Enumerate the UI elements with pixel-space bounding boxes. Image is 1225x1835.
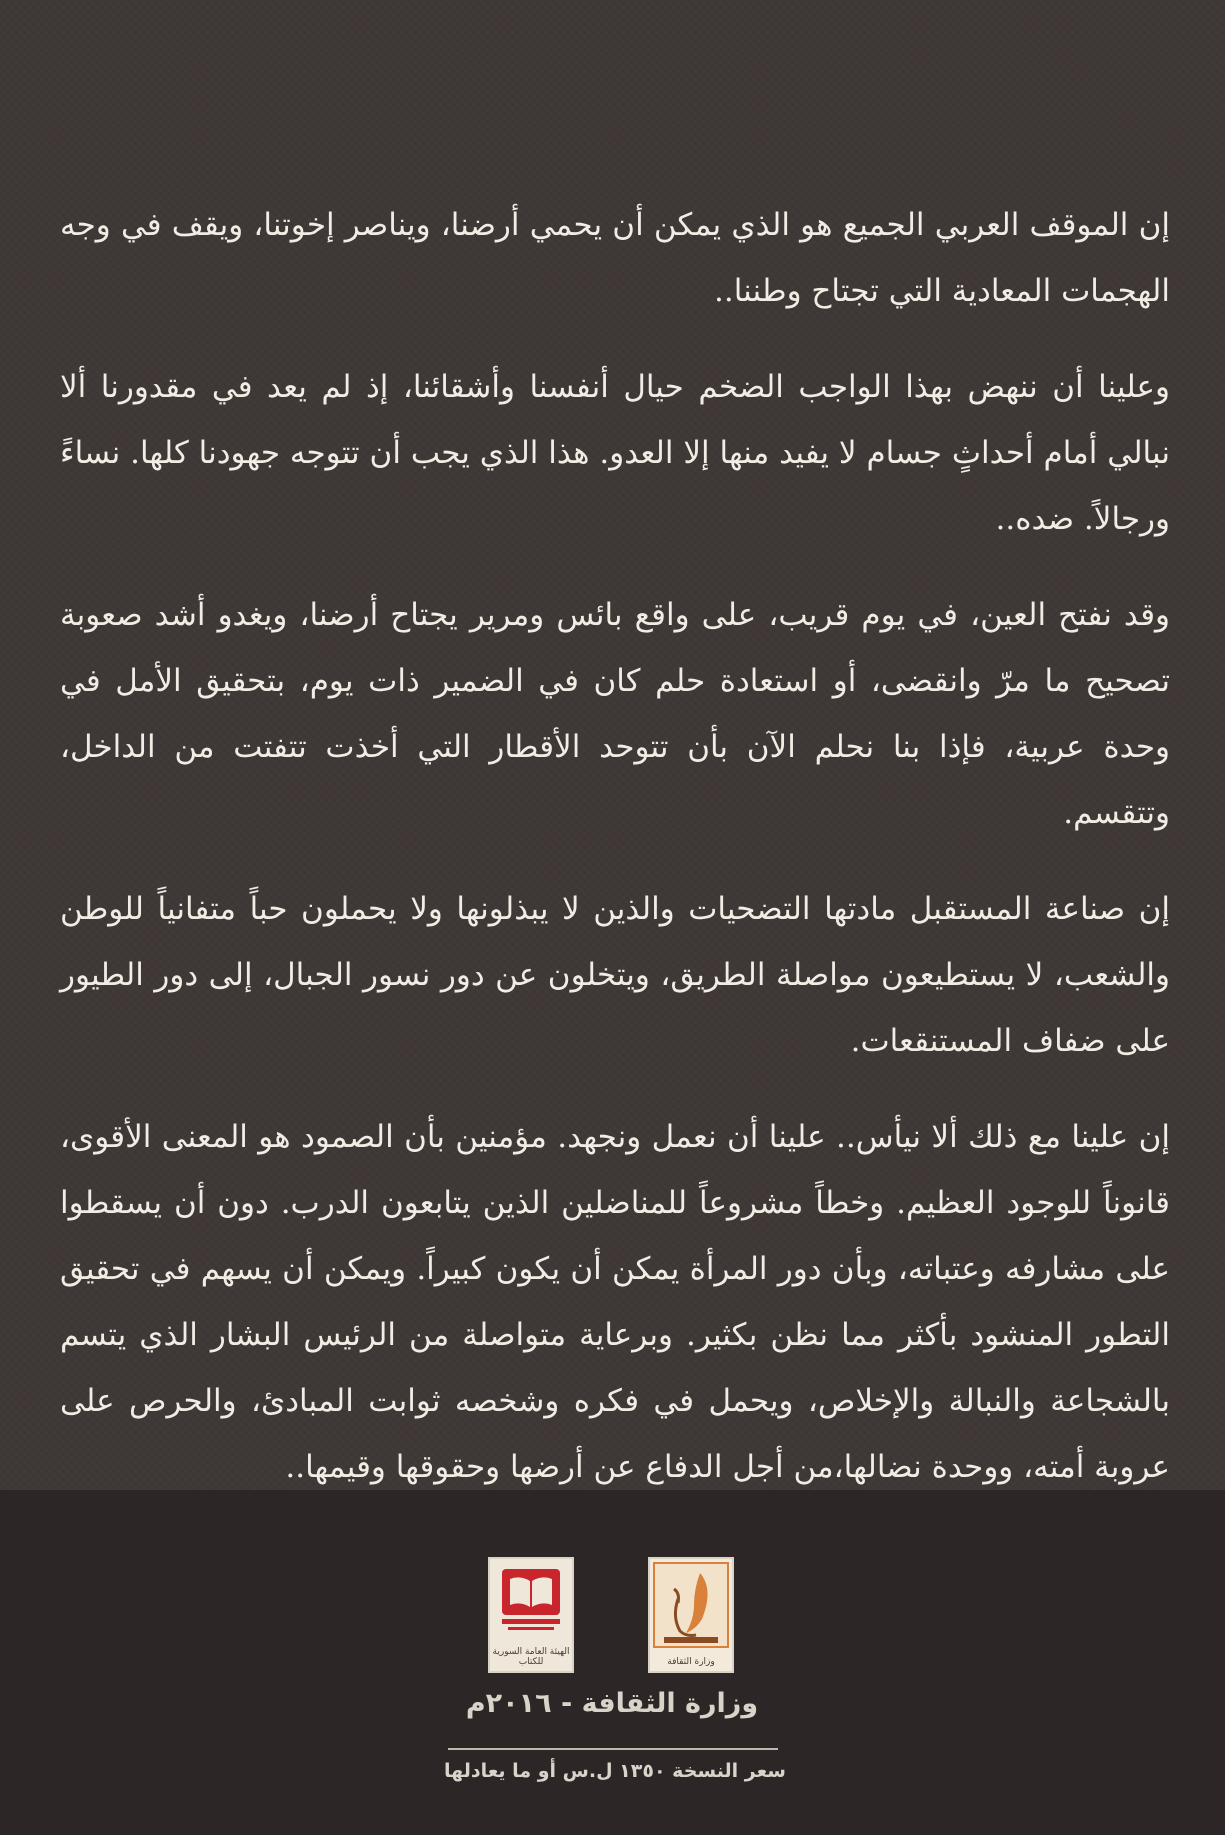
right-logo-caption: وزارة الثقافة — [667, 1657, 715, 1667]
price-label: سعر النسخة ١٣٥٠ ل.س أو ما يعادلها — [444, 1760, 786, 1782]
paragraph-5: إن علينا مع ذلك ألا نيأس.. علينا أن نعمل ونجهد. مؤمنين بأن الصمود هو المعنى الأقوى، قانوناً للوجود العظيم. وخطاً مشروعاً للمناضلين الذين يتابعون الدرب. دون أن يسقطوا على مشارفه وعتباته، وبأن دور المرأة يمكن أن يكون كبيراً. ويمكن أن يسهم في تحقيق التطور المنشود بأكثر مما نظن بكثير. وبرعاية متواصلة من الرئيس البشار الذي يتسم بالشجاعة والنبالة والإخلاص، ويحمل في فكره وشخصه ثوابت المبادئ، والحرص على عروبة أمته، ووحدة نضالها،من أجل الدفاع عن أرضها وحقوقها وقيمها.. — [60, 1119, 1170, 1485]
quill-icon — [650, 1559, 732, 1651]
ministry-year: وزارة الثقافة - ٢٠١٦م — [465, 1688, 759, 1719]
publisher-logos — [0, 1557, 1225, 1677]
paragraph-4: إن صناعة المستقبل مادتها التضحيات والذين لا يبذلونها ولا يحملون حباً متفانياً للوطن والشعب، لا يستطيعون مواصلة الطريق، ويتخلون عن دور نسور الجبال، إلى دور الطيور على ضفاف المستنقعات. — [60, 891, 1170, 1059]
open-book-icon — [490, 1559, 572, 1639]
ministry-of-culture-logo — [648, 1557, 734, 1673]
left-logo-caption: الهيئة العامة السورية للكتاب — [492, 1647, 570, 1667]
paragraph-1: إن الموقف العربي الجميع هو الذي يمكن أن يحمي أرضنا، ويناصر إخوتنا، ويقف في وجه الهجمات المعادية التي تجتاح وطننا.. — [60, 207, 1170, 309]
paragraph-3: وقد نفتح العين، في يوم قريب، على واقع بائس ومرير يجتاح أرضنا، ويغدو أشد صعوبة تصحيح ما مرّ وانقضى، أو استعادة حلم كان في الضمير ذات يوم، بتحقيق الأمل في وحدة عربية، فإذا بنا نحلم الآن بأن تتوحد الأقطار التي أخذت تتفتت من الداخل، وتتقسم. — [60, 597, 1170, 831]
syrian-book-authority-logo — [488, 1557, 574, 1673]
footer-divider — [448, 1748, 778, 1750]
back-cover-text — [60, 192, 1170, 1530]
paragraph-2: وعلينا أن ننهض بهذا الواجب الضخم حيال أنفسنا وأشقائنا، إذ لم يعد في مقدورنا ألا نبالي أمام أحداثٍ جسام لا يفيد منها إلا العدو. هذا الذي يجب أن تتوجه جهودنا كلها. نساءً ورجالاً. ضده.. — [60, 369, 1170, 537]
